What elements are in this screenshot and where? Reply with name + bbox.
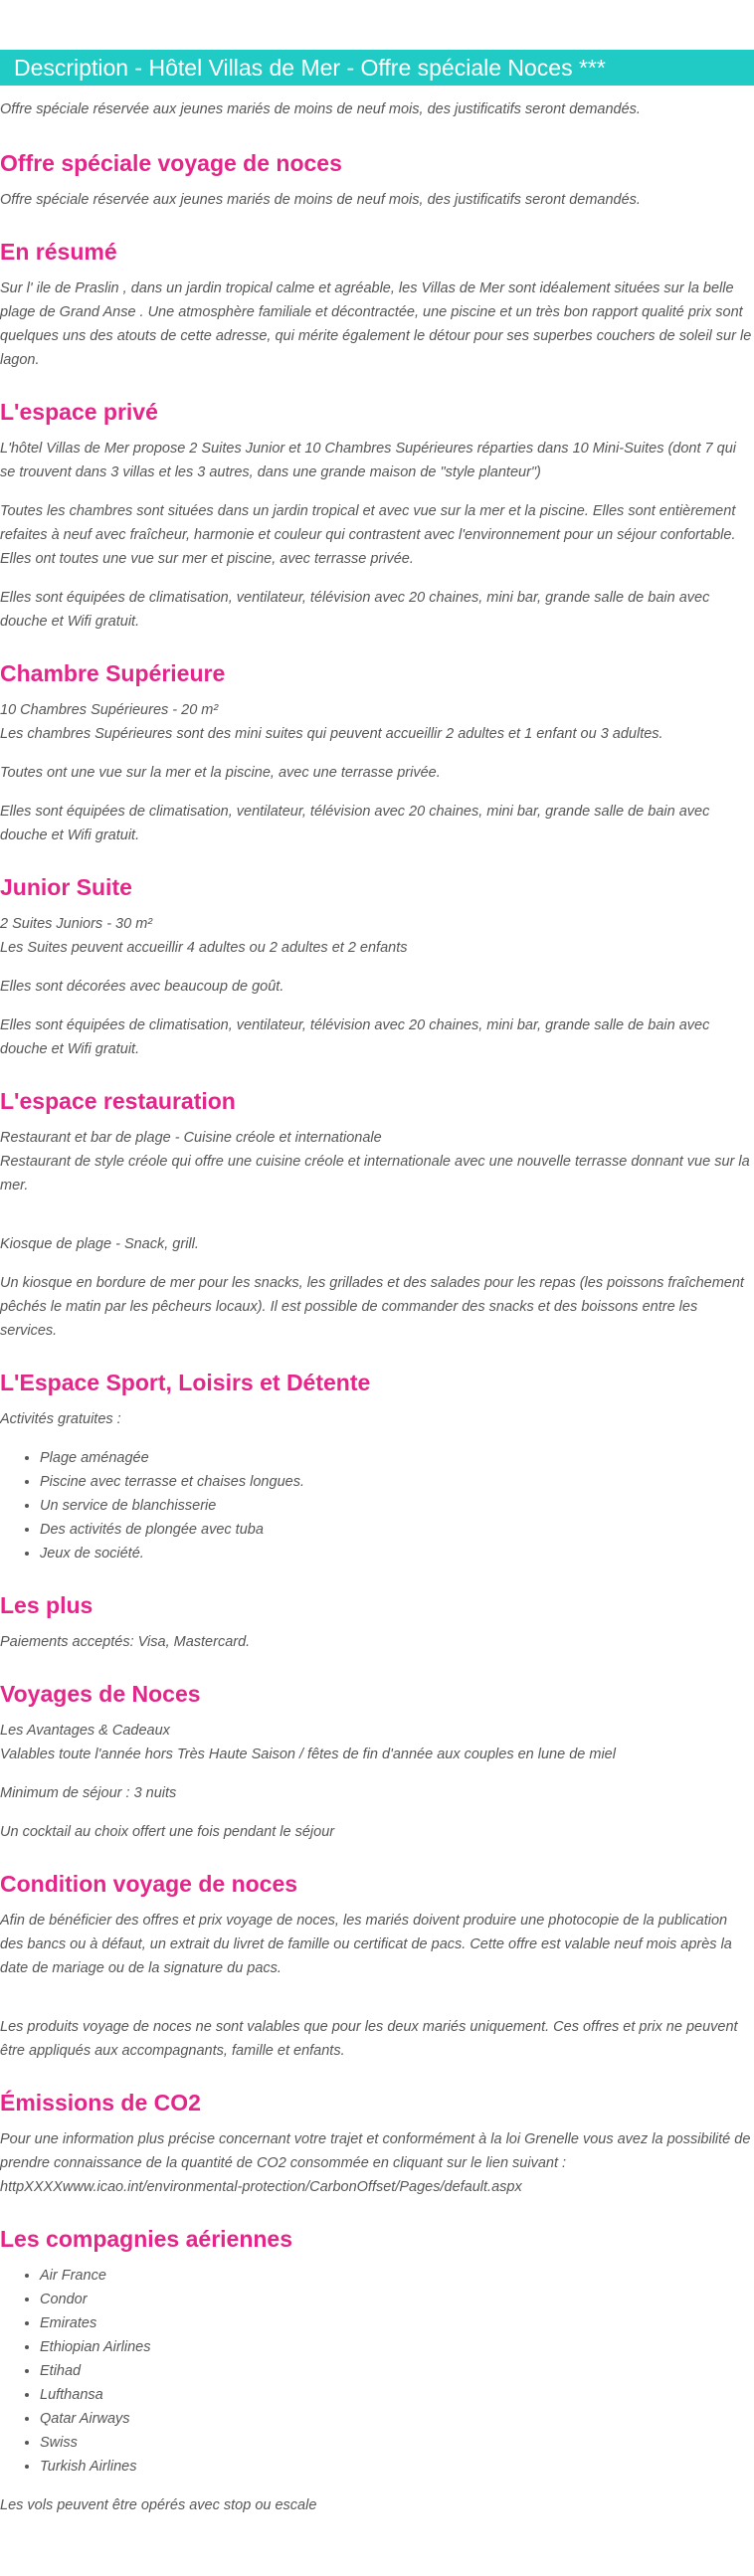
- paragraph: [0, 499, 754, 571]
- document-page: [0, 50, 754, 2532]
- paragraph: [0, 437, 754, 484]
- paragraph-line: Restaurant de style créole qui offre une cuisine créole et internationale avec une nouvelle terrasse donnant vue sur la mer.: [0, 1154, 750, 1194]
- paragraph-line: Toutes ont une vue sur la mer et la piscine, avec une terrasse privée.: [0, 765, 441, 781]
- section-heading: Condition voyage de noces: [0, 1871, 298, 1897]
- paragraph-line: Elles sont équipées de climatisation, ventilateur, télévision avec 20 chaines, mini bar, grande salle de bain avec douche et Wifi gratuit.: [0, 1017, 710, 1057]
- paragraph-line: Les Suites peuvent accueillir 4 adultes ou 2 adultes et 2 enfants: [0, 940, 408, 956]
- paragraph: Les vols peuvent être opérés avec stop ou escale: [0, 2497, 317, 2513]
- list-item: • Condor: [40, 2288, 754, 2311]
- paragraph: [0, 912, 754, 960]
- paragraph-line: Sur l' ile de Praslin , dans un jardin tropical calme et agréable, les Villas de Mer sont idéalement situées sur la belle plage de Grand Anse . Une atmosphère familiale et décontractée, une piscine et un très bon rapport qualité prix sont quelques uns des atouts de cette adresse, qui mérite également le détour pour ses superbes couchers de soleil sur le lagon.: [0, 280, 752, 368]
- paragraph: [0, 276, 754, 372]
- section-heading: Offre spéciale voyage de noces: [0, 150, 342, 176]
- section: [0, 2224, 754, 2517]
- section-heading: Voyages de Noces: [0, 1681, 201, 1707]
- list-item: • Air France: [40, 2264, 754, 2288]
- paragraph-line: Valables toute l'année hors Très Haute Saison / fêtes de fin d'année aux couples en lune de miel: [0, 1747, 616, 1762]
- page-title: Description - Hôtel Villas de Mer - Offre spéciale Noces ***: [14, 54, 606, 81]
- section-heading: L'Espace Sport, Loisirs et Détente: [0, 1370, 371, 1395]
- paragraph: [0, 1719, 754, 1766]
- section-heading: L'espace restauration: [0, 1088, 236, 1114]
- paragraph: [0, 1407, 754, 1431]
- bullet-list: [0, 2264, 754, 2479]
- paragraph: [0, 1013, 754, 1061]
- paragraph-line: Un cocktail au choix offert une fois pendant le séjour: [0, 1824, 335, 1840]
- spacer: [0, 1212, 754, 1232]
- paragraph-line: Elles sont équipées de climatisation, ventilateur, télévision avec 20 chaines, mini bar, grande salle de bain avec douche et Wifi gratuit.: [0, 590, 710, 630]
- paragraph: [0, 975, 754, 999]
- section-heading: En résumé: [0, 239, 117, 265]
- paragraph: [0, 698, 754, 746]
- paragraph-line: Elles sont équipées de climatisation, ventilateur, télévision avec 20 chaines, mini bar, grande salle de bain avec douche et Wifi gratuit.: [0, 804, 710, 843]
- paragraph: [0, 586, 754, 634]
- section-heading: L'espace privé: [0, 399, 158, 425]
- section: [0, 1590, 754, 1654]
- list-item: • Des activités de plongée avec tuba: [40, 1518, 754, 1542]
- list-item: • Turkish Airlines: [40, 2455, 754, 2479]
- paragraph-line: Les produits voyage de noces ne sont valables que pour les deux mariés uniquement. Ces offres et prix ne peuvent être appliqués aux accompagnants, famille et enfants.: [0, 2019, 738, 2059]
- section: [0, 2088, 754, 2199]
- paragraph: [0, 761, 754, 785]
- section: [0, 237, 754, 372]
- list-item: • Qatar Airways: [40, 2407, 754, 2431]
- section-heading: Les plus: [0, 1592, 94, 1618]
- section: [0, 1869, 754, 2063]
- spacer: [0, 1995, 754, 2015]
- list-item: • Emirates: [40, 2311, 754, 2335]
- section: [0, 1679, 754, 1844]
- paragraph: [0, 1820, 754, 1844]
- paragraph-line: Offre spéciale réservée aux jeunes mariés de moins de neuf mois, des justificatifs seront demandés.: [0, 192, 641, 208]
- paragraph: [0, 2015, 754, 2063]
- section: [0, 397, 754, 634]
- section-heading: Chambre Supérieure: [0, 660, 226, 686]
- section: [0, 1086, 754, 1343]
- section: [0, 148, 754, 212]
- section-heading: Les compagnies aériennes: [0, 2226, 293, 2252]
- paragraph-line: httpXXXXwww.icao.int/environmental-protection/CarbonOffset/Pages/default.aspx: [0, 2179, 522, 2195]
- content-sections: [0, 148, 754, 2517]
- paragraph-line: 10 Chambres Supérieures - 20 m²: [0, 702, 219, 718]
- list-item: • Plage aménagée: [40, 1446, 754, 1470]
- paragraph-line: Elles sont décorées avec beaucoup de goût.: [0, 979, 284, 995]
- paragraph-line: L'hôtel Villas de Mer propose 2 Suites Junior et 10 Chambres Supérieures réparties dans 10 Mini-Suites (dont 7 qui se trouvent dans 3 villas et les 3 autres, dans une grande maison de "style planteur"): [0, 441, 736, 480]
- paragraph-line: Les Avantages & Cadeaux: [0, 1723, 170, 1739]
- paragraph-line: Afin de bénéficier des offres et prix voyage de noces, les mariés doivent produire une photocopie de la publication des bancs ou à défaut, un extrait du livret de famille ou certificat de pacs. Cette offre est valable neuf mois après la date de mariage ou de la signature du pacs.: [0, 1913, 732, 1976]
- paragraph: [0, 1781, 754, 1805]
- paragraph: [0, 800, 754, 847]
- paragraph: [0, 1909, 754, 1980]
- paragraph: [0, 1630, 754, 1654]
- section: [0, 872, 754, 1061]
- list-item: • Piscine avec terrasse et chaises longues.: [40, 1470, 754, 1494]
- paragraph-line: Un kiosque en bordure de mer pour les snacks, les grillades et des salades pour les repas (les poissons fraîchement pêchés le matin par les pêcheurs locaux). Il est possible de commander des snacks et des boissons entre les services.: [0, 1275, 744, 1339]
- paragraph: [0, 1232, 754, 1256]
- paragraph: [0, 188, 754, 212]
- list-item: • Etihad: [40, 2359, 754, 2383]
- section: [0, 658, 754, 847]
- bullet-list: [0, 1446, 754, 1565]
- paragraph-line: Les chambres Supérieures sont des mini suites qui peuvent accueillir 2 adultes et 1 enfant ou 3 adultes.: [0, 726, 663, 742]
- paragraph: [0, 2127, 754, 2199]
- paragraph-line: Restaurant et bar de plage - Cuisine créole et internationale: [0, 1130, 382, 1146]
- list-item: • Jeux de société.: [40, 1542, 754, 1565]
- paragraph-line: Toutes les chambres sont situées dans un jardin tropical et avec vue sur la mer et la piscine. Elles sont entièrement refaites à neuf avec fraîcheur, harmonie et couleur qui contrastent avec l'environnement pour un séjour confortable. Elles ont toutes une vue sur mer et piscine, avec terrasse privée.: [0, 503, 736, 567]
- paragraph-line: 2 Suites Juniors - 30 m²: [0, 916, 153, 932]
- intro-text: Offre spéciale réservée aux jeunes mariés de moins de neuf mois, des justificatifs seront demandés.: [0, 101, 641, 117]
- paragraph: [0, 1126, 754, 1197]
- paragraph-line: Paiements acceptés: Visa, Mastercard.: [0, 1634, 251, 1650]
- title-banner: [0, 50, 754, 86]
- list-item: • Ethiopian Airlines: [40, 2335, 754, 2359]
- paragraph-line: Kiosque de plage - Snack, grill.: [0, 1236, 199, 1252]
- section: [0, 1368, 754, 1565]
- list-item: • Un service de blanchisserie: [40, 1494, 754, 1518]
- section-heading: Émissions de CO2: [0, 2090, 201, 2116]
- section-heading: Junior Suite: [0, 874, 132, 900]
- list-item: • Lufthansa: [40, 2383, 754, 2407]
- paragraph-line: Activités gratuites :: [0, 1411, 121, 1427]
- paragraph-line: Pour une information plus précise concernant votre trajet et conformément à la loi Grenelle vous avez la possibilité de prendre connaissance de la quantité de CO2 consommée en cliquant sur le lien suivant :: [0, 2131, 751, 2171]
- list-item: • Swiss: [40, 2431, 754, 2455]
- paragraph: [0, 1271, 754, 1343]
- paragraph-line: Minimum de séjour : 3 nuits: [0, 1785, 177, 1801]
